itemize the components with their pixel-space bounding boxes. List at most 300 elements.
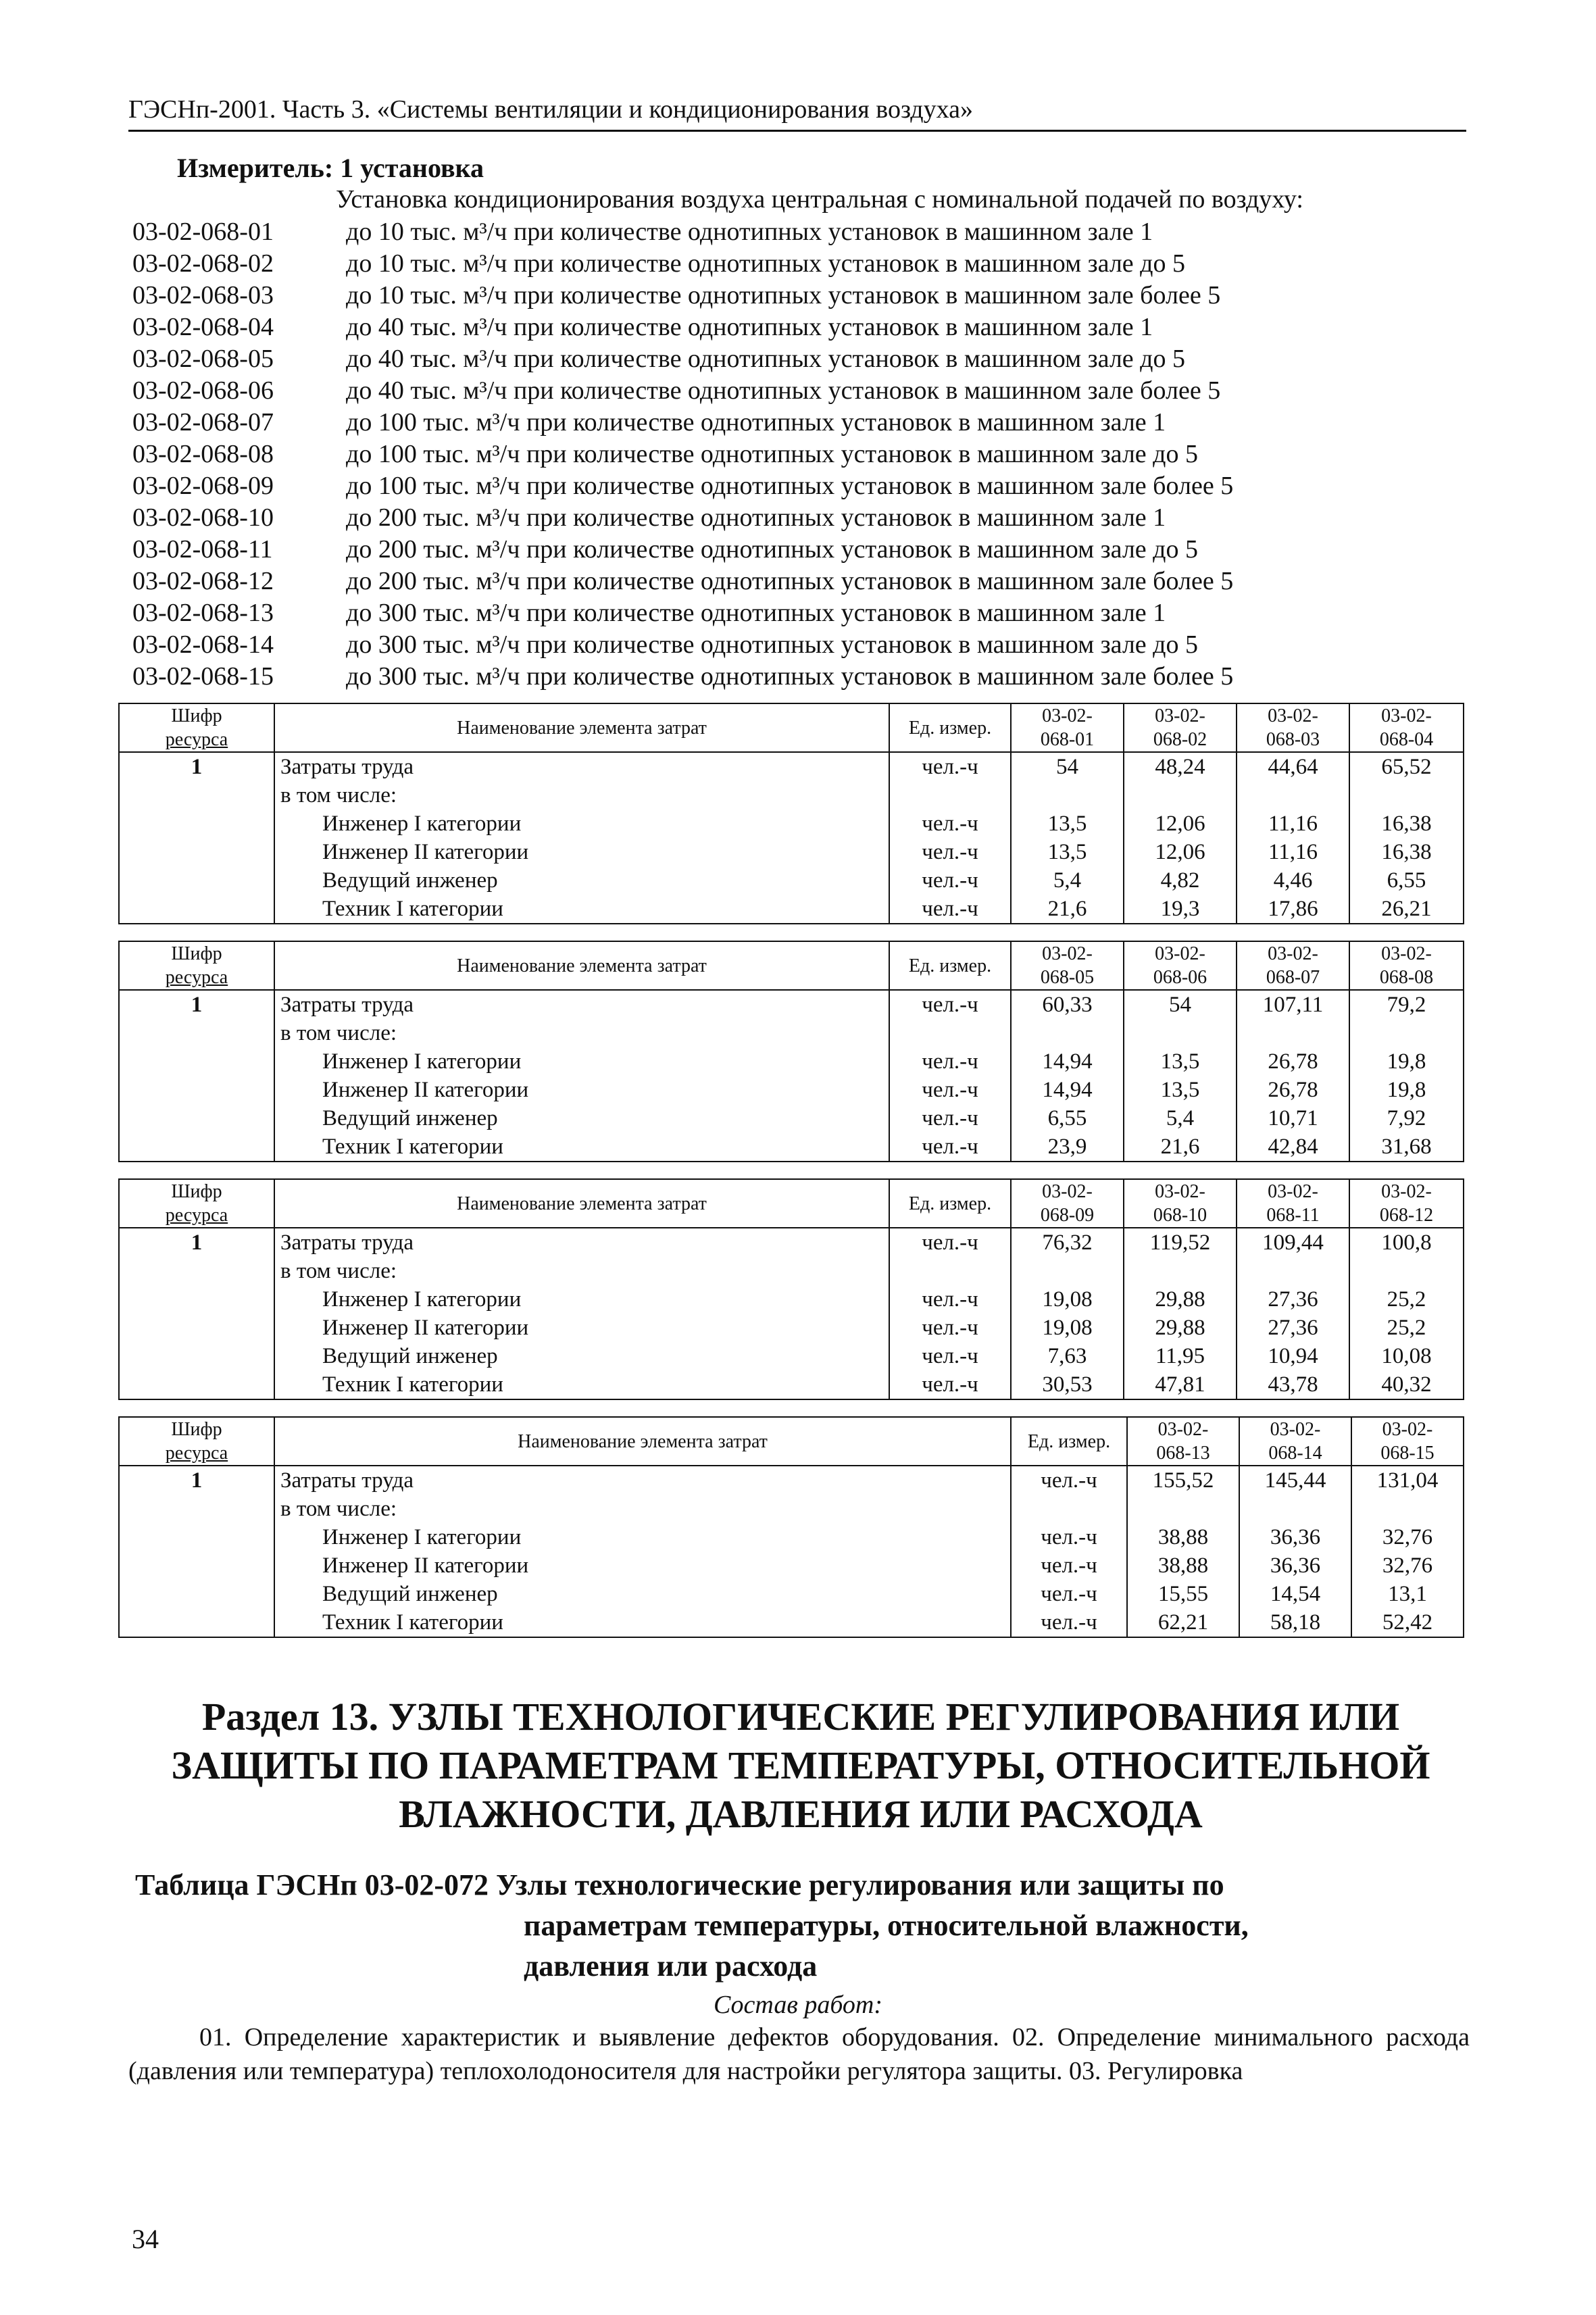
- header-unit: Ед. измер.: [889, 703, 1011, 752]
- header-rate-code-part: 068-14: [1268, 1443, 1322, 1464]
- table-header-row: [119, 1417, 1464, 1466]
- header-rate-code: [1127, 1417, 1239, 1466]
- cell-value: 21,6: [1124, 1132, 1237, 1162]
- table-row: [119, 1228, 1464, 1257]
- cell-value: 109,44: [1237, 1228, 1349, 1257]
- cell-name: Инженер II категории: [274, 1076, 889, 1104]
- cell-value: 4,82: [1124, 866, 1237, 895]
- cell-value: 14,94: [1011, 1047, 1124, 1076]
- resource-table-4: [118, 1416, 1464, 1638]
- cell-value: 19,08: [1011, 1285, 1124, 1314]
- header-rate-code-part: 03-02-: [1155, 705, 1205, 726]
- header-rate-code-part: 068-02: [1153, 729, 1207, 750]
- cell-value: 10,94: [1237, 1342, 1349, 1370]
- cell-unit: чел.-ч: [889, 1076, 1011, 1104]
- cell-name: Затраты труда: [274, 752, 889, 781]
- cell-value: 13,5: [1011, 810, 1124, 838]
- cell-shifr: [119, 1370, 274, 1399]
- cell-value: [1124, 1257, 1237, 1285]
- work-composition-text: 01. Определение характеристик и выявление дефектов оборудования. 02. Определение минимального расхода (давления или температура) теплохолодоносителя для настройки регулятора защиты. 03. Регулировка: [128, 2023, 1470, 2085]
- header-rate-code: [1011, 703, 1124, 752]
- table-row: [119, 1608, 1464, 1637]
- item-row: [132, 280, 1470, 312]
- table-row: [119, 1285, 1464, 1314]
- table-header-row: [119, 703, 1464, 752]
- section-title-line: ВЛАЖНОСТИ, ДАВЛЕНИЯ ИЛИ РАСХОДА: [399, 1792, 1203, 1836]
- cell-unit: [889, 1019, 1011, 1047]
- cell-value: 25,2: [1349, 1285, 1464, 1314]
- cell-unit: чел.-ч: [889, 1285, 1011, 1314]
- cell-name: Инженер I категории: [274, 1047, 889, 1076]
- item-code: 03-02-068-04: [132, 313, 274, 341]
- cell-name: Ведущий инженер: [274, 866, 889, 895]
- cell-value: 155,52: [1127, 1466, 1239, 1495]
- item-code: 03-02-068-03: [132, 281, 274, 309]
- cell-shifr: [119, 866, 274, 895]
- header-rate-code-part: 03-02-: [1155, 943, 1205, 964]
- header-shifr-line: Шифр: [171, 943, 222, 964]
- header-rate-code-part: 03-02-: [1382, 1419, 1433, 1440]
- cell-name: в том числе:: [274, 781, 889, 810]
- cell-value: 10,08: [1349, 1342, 1464, 1370]
- item-description: до 40 тыс. м³/ч при количестве однотипных установок в машинном зале более 5: [346, 376, 1221, 405]
- cell-name: Затраты труда: [274, 990, 889, 1019]
- cell-value: 26,21: [1349, 895, 1464, 924]
- header-rate-code: [1237, 1179, 1349, 1228]
- cell-value: 38,88: [1127, 1523, 1239, 1551]
- cell-unit: чел.-ч: [889, 838, 1011, 866]
- cell-value: 58,18: [1239, 1608, 1351, 1637]
- header-rate-code: [1239, 1417, 1351, 1466]
- item-row: [132, 629, 1470, 661]
- cell-value: 44,64: [1237, 752, 1349, 781]
- cell-value: 62,21: [1127, 1608, 1239, 1637]
- header-rate-code: [1237, 703, 1349, 752]
- cell-shifr: [119, 1257, 274, 1285]
- header-rate-code-part: 03-02-: [1268, 1181, 1318, 1202]
- resource-table-1: [118, 703, 1464, 924]
- cell-unit: чел.-ч: [889, 895, 1011, 924]
- item-code: 03-02-068-12: [132, 567, 274, 595]
- header-rate-code-part: 03-02-: [1381, 943, 1432, 964]
- cell-name: Ведущий инженер: [274, 1580, 1011, 1608]
- cell-name: в том числе:: [274, 1019, 889, 1047]
- cell-value: 5,4: [1124, 1104, 1237, 1132]
- cell-value: 19,3: [1124, 895, 1237, 924]
- cell-value: 54: [1011, 752, 1124, 781]
- table-title-line: давления или расхода: [524, 1949, 818, 1983]
- cell-value: 36,36: [1239, 1551, 1351, 1580]
- item-description: до 40 тыс. м³/ч при количестве однотипных установок в машинном зале 1: [346, 313, 1153, 341]
- table-row: [119, 1495, 1464, 1523]
- cell-unit: чел.-ч: [889, 1104, 1011, 1132]
- item-description: до 200 тыс. м³/ч при количестве однотипных установок в машинном зале более 5: [346, 567, 1234, 595]
- cell-unit: чел.-ч: [1011, 1608, 1127, 1637]
- item-code: 03-02-068-08: [132, 440, 274, 468]
- cell-unit: [889, 781, 1011, 810]
- cell-value: 13,1: [1351, 1580, 1464, 1608]
- cell-value: 26,78: [1237, 1047, 1349, 1076]
- table-row: [119, 1370, 1464, 1399]
- cell-name: Техник I категории: [274, 1608, 1011, 1637]
- item-code: 03-02-068-07: [132, 408, 274, 437]
- item-description: до 40 тыс. м³/ч при количестве однотипных установок в машинном зале до 5: [346, 345, 1185, 373]
- cell-shifr: [119, 1076, 274, 1104]
- cell-unit: [1011, 1495, 1127, 1523]
- cell-value: [1239, 1495, 1351, 1523]
- table-row: [119, 1523, 1464, 1551]
- item-row: [132, 216, 1470, 248]
- cell-name: Техник I категории: [274, 1370, 889, 1399]
- item-code: 03-02-068-02: [132, 249, 274, 278]
- cell-value: 17,86: [1237, 895, 1349, 924]
- intro-line: Установка кондиционирования воздуха центральная с номинальной подачей по воздуху:: [336, 185, 1303, 214]
- item-row: [132, 597, 1470, 629]
- cell-value: 36,36: [1239, 1523, 1351, 1551]
- cell-value: [1011, 1257, 1124, 1285]
- table-row: [119, 1076, 1464, 1104]
- item-code: 03-02-068-05: [132, 345, 274, 373]
- header-rate-code: [1124, 1179, 1237, 1228]
- table-row: [119, 866, 1464, 895]
- table-row: [119, 781, 1464, 810]
- section-title-line: ЗАЩИТЫ ПО ПАРАМЕТРАМ ТЕМПЕРАТУРЫ, ОТНОСИТЕЛЬНОЙ: [171, 1743, 1430, 1787]
- item-code: 03-02-068-14: [132, 630, 274, 659]
- cell-value: 14,54: [1239, 1580, 1351, 1608]
- item-description: до 10 тыс. м³/ч при количестве однотипных установок в машинном зале более 5: [346, 281, 1221, 309]
- cell-value: 6,55: [1349, 866, 1464, 895]
- cell-unit: [889, 1257, 1011, 1285]
- item-description: до 100 тыс. м³/ч при количестве однотипных установок в машинном зале более 5: [346, 472, 1234, 500]
- cell-value: 13,5: [1011, 838, 1124, 866]
- cell-unit: чел.-ч: [1011, 1523, 1127, 1551]
- running-header: ГЭСНп-2001. Часть 3. «Системы вентиляции и кондиционирования воздуха»: [128, 95, 1466, 132]
- cell-shifr: [119, 1495, 274, 1523]
- header-unit: Ед. измер.: [1011, 1417, 1127, 1466]
- cell-name: Техник I категории: [274, 1132, 889, 1162]
- cell-unit: чел.-ч: [889, 866, 1011, 895]
- item-code: 03-02-068-01: [132, 218, 274, 246]
- meter-line: Измеритель: 1 установка: [177, 153, 484, 183]
- item-description: до 10 тыс. м³/ч при количестве однотипных установок в машинном зале до 5: [346, 249, 1185, 278]
- table-row: [119, 1104, 1464, 1132]
- header-rate-code-part: 03-02-: [1155, 1181, 1205, 1202]
- header-rate-code-part: 068-15: [1380, 1443, 1435, 1464]
- cell-value: 119,52: [1124, 1228, 1237, 1257]
- cell-name: Ведущий инженер: [274, 1104, 889, 1132]
- cell-unit: чел.-ч: [889, 810, 1011, 838]
- cell-unit: чел.-ч: [889, 752, 1011, 781]
- header-unit: Ед. измер.: [889, 1179, 1011, 1228]
- cell-name: в том числе:: [274, 1495, 1011, 1523]
- table-row: [119, 752, 1464, 781]
- header-rate-code-part: 03-02-: [1042, 1181, 1093, 1202]
- item-description: до 300 тыс. м³/ч при количестве однотипных установок в машинном зале до 5: [346, 630, 1198, 659]
- cell-unit: чел.-ч: [889, 1342, 1011, 1370]
- cell-unit: чел.-ч: [1011, 1551, 1127, 1580]
- table-row: [119, 1466, 1464, 1495]
- cell-unit: чел.-ч: [1011, 1580, 1127, 1608]
- cell-shifr: [119, 838, 274, 866]
- cell-value: 29,88: [1124, 1314, 1237, 1342]
- resource-table-3: [118, 1178, 1464, 1400]
- cell-shifr: [119, 810, 274, 838]
- table-row: [119, 1551, 1464, 1580]
- cell-shifr: [119, 1580, 274, 1608]
- cell-value: 76,32: [1011, 1228, 1124, 1257]
- header-name: Наименование элемента затрат: [274, 1179, 889, 1228]
- header-rate-code: [1349, 941, 1464, 990]
- cell-value: [1349, 1019, 1464, 1047]
- header-shifr-line: ресурса: [165, 729, 228, 750]
- header-unit: Ед. измер.: [889, 941, 1011, 990]
- header-rate-code: [1351, 1417, 1464, 1466]
- item-row: [132, 375, 1470, 407]
- table-row: [119, 1047, 1464, 1076]
- cell-value: 47,81: [1124, 1370, 1237, 1399]
- cell-value: 10,71: [1237, 1104, 1349, 1132]
- cell-name: Инженер I категории: [274, 810, 889, 838]
- cell-value: [1237, 1257, 1349, 1285]
- cell-value: 6,55: [1011, 1104, 1124, 1132]
- table-row: [119, 895, 1464, 924]
- cell-unit: чел.-ч: [889, 1370, 1011, 1399]
- cell-value: 32,76: [1351, 1551, 1464, 1580]
- header-rate-code: [1011, 1179, 1124, 1228]
- header-rate-code-part: 068-11: [1266, 1205, 1320, 1226]
- cell-value: 25,2: [1349, 1314, 1464, 1342]
- cell-value: 21,6: [1011, 895, 1124, 924]
- cell-value: 11,16: [1237, 810, 1349, 838]
- cell-value: 12,06: [1124, 838, 1237, 866]
- item-description: до 200 тыс. м³/ч при количестве однотипных установок в машинном зале 1: [346, 503, 1166, 532]
- item-list: [132, 216, 1470, 693]
- cell-name: Инженер II категории: [274, 1314, 889, 1342]
- item-code: 03-02-068-13: [132, 599, 274, 627]
- cell-value: [1237, 1019, 1349, 1047]
- work-composition-heading: Состав работ:: [713, 1991, 883, 2019]
- header-shifr-line: ресурса: [165, 967, 228, 988]
- item-code: 03-02-068-10: [132, 503, 274, 532]
- cell-value: 14,94: [1011, 1076, 1124, 1104]
- header-rate-code-part: 068-06: [1153, 967, 1207, 988]
- item-description: до 200 тыс. м³/ч при количестве однотипных установок в машинном зале до 5: [346, 535, 1198, 564]
- cell-value: 26,78: [1237, 1076, 1349, 1104]
- item-row: [132, 661, 1470, 693]
- cell-unit: чел.-ч: [889, 1314, 1011, 1342]
- cell-shifr: [119, 1551, 274, 1580]
- cell-value: 11,95: [1124, 1342, 1237, 1370]
- item-description: до 10 тыс. м³/ч при количестве однотипных установок в машинном зале 1: [346, 218, 1153, 246]
- header-rate-code-part: 068-03: [1266, 729, 1320, 750]
- cell-value: [1011, 1019, 1124, 1047]
- item-row: [132, 248, 1470, 280]
- cell-value: 4,46: [1237, 866, 1349, 895]
- cell-value: 7,92: [1349, 1104, 1464, 1132]
- cell-shifr: [119, 1285, 274, 1314]
- cell-value: [1349, 781, 1464, 810]
- cell-name: Инженер II категории: [274, 1551, 1011, 1580]
- cell-shifr: [119, 1047, 274, 1076]
- header-rate-code-part: 03-02-: [1381, 1181, 1432, 1202]
- cell-value: 19,8: [1349, 1076, 1464, 1104]
- cell-name: в том числе:: [274, 1257, 889, 1285]
- item-row: [132, 502, 1470, 534]
- cell-value: 60,33: [1011, 990, 1124, 1019]
- cell-unit: чел.-ч: [889, 1132, 1011, 1162]
- cell-value: 11,16: [1237, 838, 1349, 866]
- cell-value: 54: [1124, 990, 1237, 1019]
- header-shifr-line: ресурса: [165, 1443, 228, 1464]
- cell-shifr: [119, 1132, 274, 1162]
- cell-unit: чел.-ч: [889, 1228, 1011, 1257]
- table-row: [119, 1132, 1464, 1162]
- item-row: [132, 407, 1470, 439]
- header-shifr-line: Шифр: [171, 1419, 222, 1440]
- cell-value: 27,36: [1237, 1285, 1349, 1314]
- cell-unit: чел.-ч: [889, 1047, 1011, 1076]
- header-rate-code-part: 03-02-: [1381, 705, 1432, 726]
- cell-value: 32,76: [1351, 1523, 1464, 1551]
- table-row: [119, 1019, 1464, 1047]
- cell-value: 100,8: [1349, 1228, 1464, 1257]
- cell-value: 29,88: [1124, 1285, 1237, 1314]
- cell-value: [1351, 1495, 1464, 1523]
- cell-shifr: 1: [119, 1466, 274, 1495]
- cell-value: 30,53: [1011, 1370, 1124, 1399]
- cell-value: [1011, 781, 1124, 810]
- item-row: [132, 566, 1470, 597]
- resource-table-2: [118, 941, 1464, 1162]
- header-rate-code-part: 068-07: [1266, 967, 1320, 988]
- table-title-line: Таблица ГЭСНп 03-02-072 Узлы технологические регулирования или защиты по: [135, 1868, 1224, 1901]
- table-header-row: [119, 941, 1464, 990]
- header-shifr: [119, 1179, 274, 1228]
- header-shifr: [119, 941, 274, 990]
- cell-shifr: [119, 781, 274, 810]
- table-row: [119, 1342, 1464, 1370]
- item-row: [132, 534, 1470, 566]
- table-header-row: [119, 1179, 1464, 1228]
- cell-shifr: [119, 1342, 274, 1370]
- table-row: [119, 1314, 1464, 1342]
- cell-unit: чел.-ч: [1011, 1466, 1127, 1495]
- header-rate-code-part: 03-02-: [1268, 943, 1318, 964]
- header-rate-code-part: 03-02-: [1157, 1419, 1209, 1440]
- cell-shifr: 1: [119, 752, 274, 781]
- cell-value: 38,88: [1127, 1551, 1239, 1580]
- header-rate-code-part: 03-02-: [1042, 943, 1093, 964]
- header-name: Наименование элемента затрат: [274, 703, 889, 752]
- item-row: [132, 439, 1470, 470]
- page-number: 34: [132, 2224, 159, 2254]
- item-description: до 300 тыс. м³/ч при количестве однотипных установок в машинном зале 1: [346, 599, 1166, 627]
- table-row: [119, 990, 1464, 1019]
- cell-value: 27,36: [1237, 1314, 1349, 1342]
- header-rate-code-part: 068-13: [1156, 1443, 1210, 1464]
- item-code: 03-02-068-09: [132, 472, 274, 500]
- cell-value: 131,04: [1351, 1466, 1464, 1495]
- cell-name: Инженер I категории: [274, 1285, 889, 1314]
- cell-value: 107,11: [1237, 990, 1349, 1019]
- item-description: до 100 тыс. м³/ч при количестве однотипных установок в машинном зале 1: [346, 408, 1166, 437]
- cell-shifr: [119, 1608, 274, 1637]
- cell-value: [1124, 781, 1237, 810]
- header-rate-code-part: 068-10: [1153, 1205, 1207, 1226]
- header-rate-code: [1124, 941, 1237, 990]
- cell-value: [1237, 781, 1349, 810]
- item-row: [132, 312, 1470, 343]
- cell-unit: чел.-ч: [889, 990, 1011, 1019]
- cell-value: [1124, 1019, 1237, 1047]
- item-description: до 100 тыс. м³/ч при количестве однотипных установок в машинном зале до 5: [346, 440, 1198, 468]
- header-rate-code-part: 068-04: [1379, 729, 1434, 750]
- table-title: [135, 1865, 1473, 1987]
- header-rate-code: [1237, 941, 1349, 990]
- header-rate-code-part: 068-09: [1040, 1205, 1095, 1226]
- cell-value: 79,2: [1349, 990, 1464, 1019]
- header-name: Наименование элемента затрат: [274, 941, 889, 990]
- header-rate-code-part: 03-02-: [1042, 705, 1093, 726]
- header-rate-code-part: 068-05: [1040, 967, 1095, 988]
- header-name: Наименование элемента затрат: [274, 1417, 1011, 1466]
- header-rate-code-part: 068-08: [1379, 967, 1434, 988]
- cell-value: 48,24: [1124, 752, 1237, 781]
- header-rate-code-part: 068-01: [1040, 729, 1095, 750]
- item-code: 03-02-068-06: [132, 376, 274, 405]
- cell-name: Затраты труда: [274, 1466, 1011, 1495]
- cell-value: 42,84: [1237, 1132, 1349, 1162]
- cell-value: 65,52: [1349, 752, 1464, 781]
- table-title-line: параметрам температуры, относительной влажности,: [524, 1909, 1249, 1942]
- table-row: [119, 1257, 1464, 1285]
- cell-value: 19,8: [1349, 1047, 1464, 1076]
- cell-shifr: 1: [119, 990, 274, 1019]
- header-rate-code-part: 068-12: [1379, 1205, 1434, 1226]
- item-row: [132, 343, 1470, 375]
- cell-name: Инженер II категории: [274, 838, 889, 866]
- header-rate-code: [1349, 703, 1464, 752]
- cell-shifr: [119, 1104, 274, 1132]
- header-shifr-line: ресурса: [165, 1205, 228, 1226]
- cell-value: 16,38: [1349, 838, 1464, 866]
- cell-value: 43,78: [1237, 1370, 1349, 1399]
- cell-value: [1127, 1495, 1239, 1523]
- section-title: [128, 1693, 1473, 1839]
- cell-value: 5,4: [1011, 866, 1124, 895]
- header-rate-code: [1011, 941, 1124, 990]
- table-row: [119, 810, 1464, 838]
- cell-shifr: 1: [119, 1228, 274, 1257]
- item-row: [132, 470, 1470, 502]
- cell-value: 16,38: [1349, 810, 1464, 838]
- header-shifr-line: Шифр: [171, 1181, 222, 1202]
- item-code: 03-02-068-15: [132, 662, 274, 691]
- section-title-line: Раздел 13. УЗЛЫ ТЕХНОЛОГИЧЕСКИЕ РЕГУЛИРОВАНИЯ ИЛИ: [201, 1695, 1400, 1739]
- cell-value: 23,9: [1011, 1132, 1124, 1162]
- header-shifr: [119, 703, 274, 752]
- cell-value: 13,5: [1124, 1076, 1237, 1104]
- header-rate-code-part: 03-02-: [1270, 1419, 1321, 1440]
- cell-name: Техник I категории: [274, 895, 889, 924]
- cell-name: Инженер I категории: [274, 1523, 1011, 1551]
- cell-value: 145,44: [1239, 1466, 1351, 1495]
- cell-value: 15,55: [1127, 1580, 1239, 1608]
- table-row: [119, 838, 1464, 866]
- table-row: [119, 1580, 1464, 1608]
- cell-value: 31,68: [1349, 1132, 1464, 1162]
- cell-value: 13,5: [1124, 1047, 1237, 1076]
